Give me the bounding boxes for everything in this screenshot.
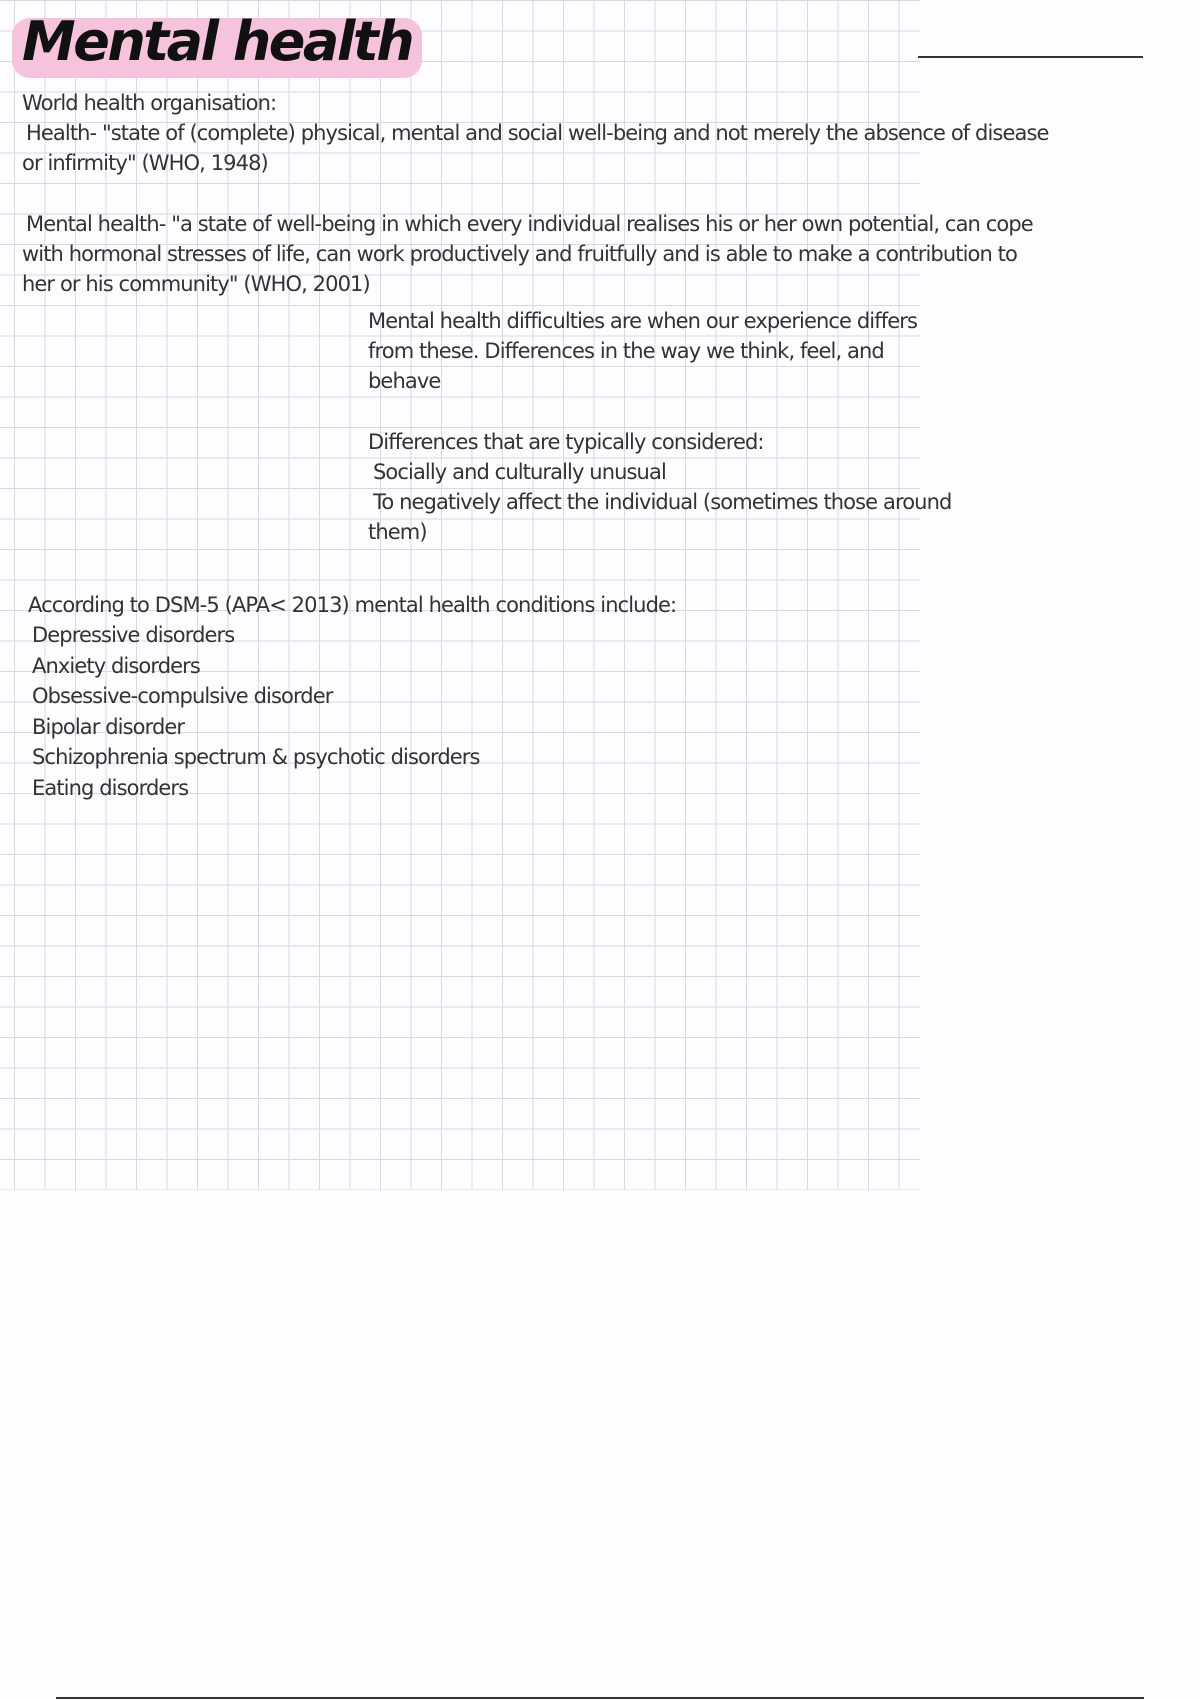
condition-item: Eating disorders: [32, 775, 189, 800]
who-heading: World health organisation:: [22, 91, 277, 115]
dsm-heading: According to DSM-5 (APA< 2013) mental health conditions include:: [28, 593, 677, 617]
differences-heading: Differences that are typically considered:: [368, 430, 764, 454]
condition-item: Schizophrenia spectrum & psychotic disorders: [32, 745, 480, 769]
title-highlight: [12, 10, 422, 78]
mental-health-definition-line-2: with hormonal stresses of life, can work productively and fruitfully and is able to make a contribution to: [22, 242, 1017, 266]
difficulties-line-1: Mental health difficulties are when our experience differs: [368, 309, 917, 333]
difficulties-line-3: behave: [368, 369, 441, 393]
page-title: Mental health: [22, 10, 413, 73]
conditions-list: [32, 620, 480, 803]
condition-item: Bipolar disorder: [32, 714, 185, 739]
differences-item-2-line-1: To negatively affect the individual (sometimes those around: [373, 490, 952, 514]
health-definition-line-1: Health- "state of (complete) physical, mental and social well-being and not merely the absence of disease: [26, 121, 1049, 145]
footer-rule: [56, 1697, 1144, 1699]
differences-item-2-line-2: them): [368, 520, 427, 544]
mental-health-definition-line-3: her or his community" (WHO, 2001): [22, 272, 370, 296]
header-rule: [918, 56, 1143, 58]
condition-item: Anxiety disorders: [32, 653, 200, 678]
condition-item: Depressive disorders: [32, 623, 235, 647]
condition-item: Obsessive-compulsive disorder: [32, 684, 333, 708]
differences-item-1: Socially and culturally unusual: [373, 460, 666, 484]
mental-health-definition-line-1: Mental health- "a state of well-being in which every individual realises his or her own potential, can cope: [26, 212, 1033, 236]
difficulties-line-2: from these. Differences in the way we think, feel, and: [368, 339, 884, 363]
health-definition-line-2: or infirmity" (WHO, 1948): [22, 151, 268, 175]
